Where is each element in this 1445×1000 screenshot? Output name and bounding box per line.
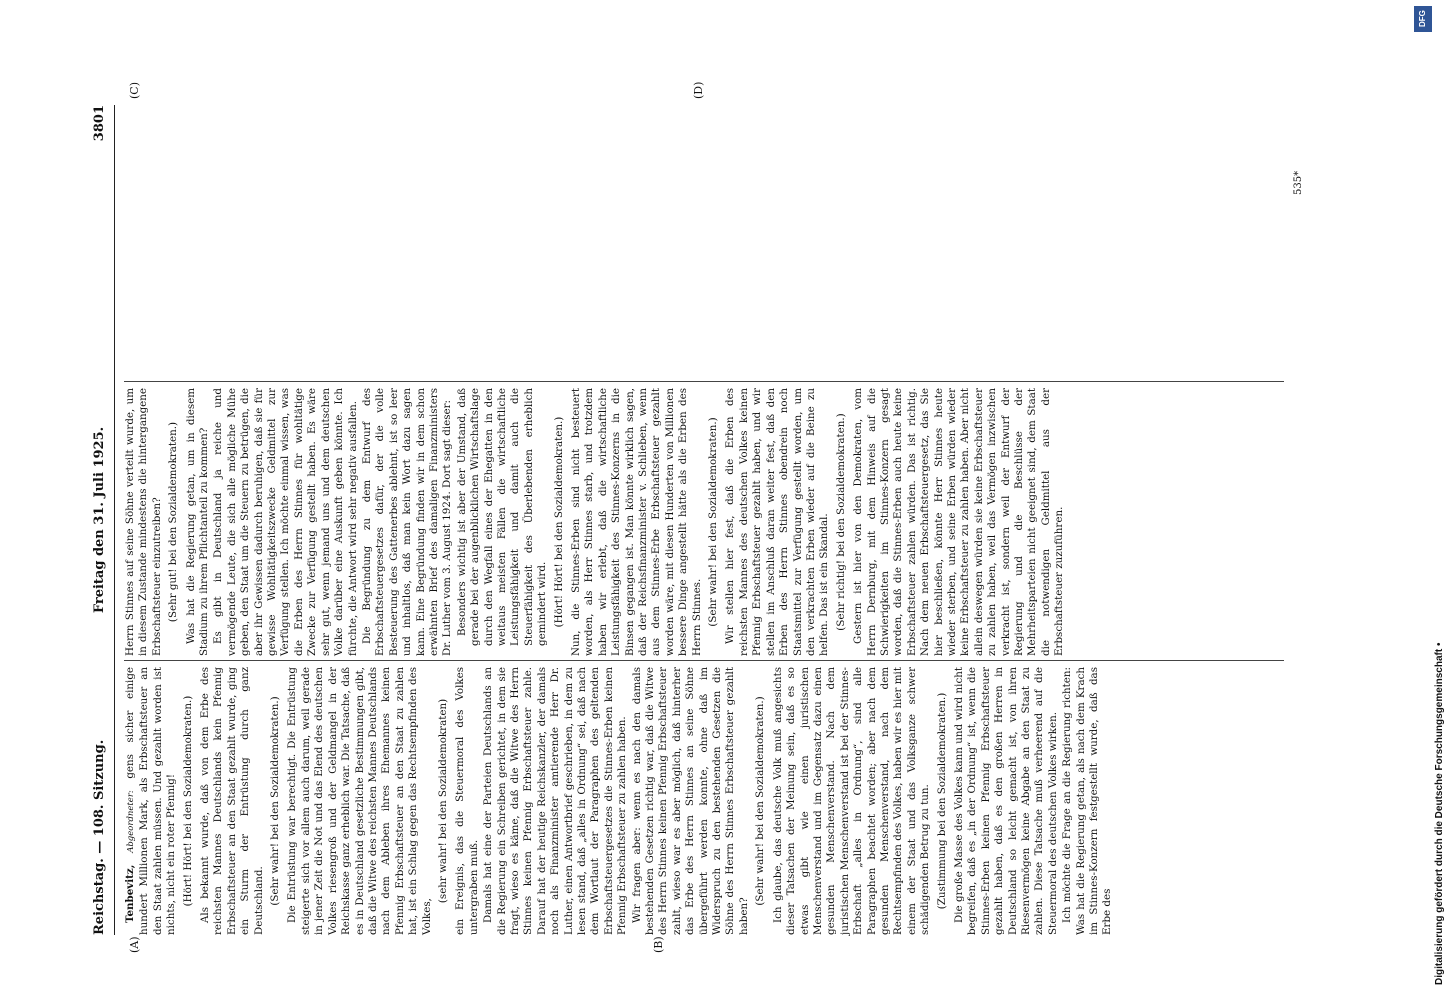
interjection (269, 667, 282, 935)
paragraph-text: (Sehr richtig! bei den Sozialdemokraten.) (834, 413, 847, 631)
interjection (835, 388, 848, 656)
paragraph-text: Die Begründung zu dem Entwurf des Erbschaftsteuergesetzes dafür, der die volle Besteuerung des Gattenerbes ablehnt, ist so leer und inhaltlos, daß man kein Wort dazu sagen kann. Eine Begründung finden wir in dem schon erwähnten Brief des damaligen Finanzministers Dr. Luther vom 3. August 1924. Dort sagt dieser: (360, 388, 454, 656)
interjection (553, 388, 566, 656)
paragraph (570, 388, 704, 656)
paragraph (1061, 667, 1115, 935)
rotated-page-content (92, 81, 1304, 953)
text-column-right (124, 109, 1294, 377)
paragraph (852, 388, 1067, 656)
paragraph-text: Wir stellen hier fest, daß die Erben des reichsten Mannes des deutschen Volkes keinen Pfennig Erbschaftsteuer gezahlt haben, und wir stellen im Anschluß daran weiter fest, daß den Erben des Herrn Stinnes obendrein noch Staatsmittel zur Verfügung gestellt worden, um den verkrachten Erben wieder auf die Beine zu helfen. Das ist ein Skandal. (724, 388, 831, 656)
paragraph (482, 667, 629, 935)
interjection (707, 388, 720, 656)
paragraph-text: Gestern ist hier von den Demokraten, vom Herrn Dernburg, mit dem Hinweis auf die Schwierigkeiten im Stinnes-Konzern gesagt worden, daß die Stinnes-Erben auch heute keine Erbschaftsteuer zahlen würden. Das ist richtig. Nach dem neuen Erbschaftsteuergesetz, das Sie hier beschließen, könnte Herr Stinnes heute wieder sterben, und seine Erben würden wieder keine Erbschaftsteuer zu zahlen haben. Aber nicht allein deswegen würden sie keine Erbschaftsteuer zu zahlen haben, weil das Vermögen inzwischen verkracht ist, sondern weil der Entwurf der Regierung und die Beschlüsse der Mehrheitsparteien nicht geeignet sind, dem Staat die notwendigen Geldmittel aus der Erbschaftsteuer zuzuführen. (852, 388, 1066, 656)
paragraph (185, 388, 212, 656)
paragraph-text: Damals hat eine der Parteien Deutschlands an die Regierung ein Schreiben gerichtet, in dem sie fragt, wieso es käme, daß die Witwe des Herrn Stinnes keinen Pfennig Erbschaftsteuer zahle. Darauf hat der heutige Reichskanzler, der damals noch als Finanzminister amtierende Herr Dr. Luther, einen Antwortbrief geschrieben, in dem zu lesen stand, daß „alles in Ordnung“ sei, daß nach dem Wortlaut der Paragraphen des geltenden Erbschaftsteuergesetzes die Stinnes-Erben keinen Pfennig Erbschaftsteuer zu zahlen haben. (482, 667, 629, 935)
paragraph-text: Als bekannt wurde, daß von dem Erbe des reichsten Mannes Deutschlands kein Pfennig Erbschaftsteuer an den Staat gezahlt wurde, ging ein Sturm der Entrüstung durch ganz Deutschland. (199, 667, 265, 935)
page-number: 3801 (92, 105, 107, 142)
paragraph-text: Es gibt in Deutschland ja reiche und vermögende Leute, die sich alle mögliche Mühe geben, den Staat um die Steuern zu betrügen, die aber ihr Gewissen dadurch beruhigen, daß sie für gewisse Wohltätigkeitszwecke Geldmittel zur Verfügung stellen. Ich möchte einmal wissen, was die Erben des Herrn Stinnes für wohltätige Zwecke zur Verfügung gestellt haben. Es wäre sehr gut, wenn jemand uns und dem deutschen Volke darüber eine Auskunft geben könnte. Ich fürchte, die Antwort wird sehr negativ ausfallen. (212, 388, 359, 656)
margin-marker-a: (A) (128, 936, 141, 953)
paragraph (124, 667, 179, 935)
paragraph-text: (Sehr wahr! bei den Sozialdemokraten.) (707, 417, 720, 627)
paragraph-text: (Hört! Hört! bei den Sozialdemokraten.) (552, 416, 565, 628)
column-divider (124, 381, 1284, 382)
interjection (754, 667, 767, 935)
paragraph-text: gens sicher einige hundert Millionen Mark, als Erbschaftsteuer an den Staat zahlen müssen. Und gezahlt worden ist nichts, nicht ein roter Pfennig! (124, 667, 178, 935)
paragraph-text: Herrn Stinnes auf seine Söhne verteilt wurde, um in diesem Zustande mindestens die hintergangene Erbschaftsteuer einzutreiben? (124, 388, 163, 656)
paragraph-text: (Sehr wahr! bei den Sozialdemokraten.) (754, 696, 767, 906)
paragraph-text: Die große Masse des Volkes kann und wird nicht begreifen, daß es „in der Ordnung“ ist, wenn die Stinnes-Erben keinen Pfennig Erbschaftsteuer gezahlt haben, daß es den großen Herren in Deutschland so leicht gemacht ist, von ihren Riesenvermögen keine Abgabe an den Staat zu zahlen. Diese Tatsache muß verheerend auf die Steuermoral des deutschen Volkes wirken. (952, 667, 1059, 935)
header-date: Freitag den 31. Juli 1925. (92, 426, 107, 614)
margin-marker-c: (C) (128, 82, 141, 99)
paragraph-text: Nun, die Stinnes-Erben sind nicht besteuert worden, als Herr Stinnes starb, und trotzdem haben wir erlebt, daß die wirtschaftliche Leistungsfähigkeit des Stinnes-Konzerns in die Binsen gegangen ist. Man könnte wirklich sagen, daß der Reichsfinanzminister v. Schlieben, wenn aus dem Stinnes-Erbe Erbschaftsteuer gezahlt worden wäre, mit diesen Hunderten von Millionen bessere Dinge angestellt hätte als die Erben des Herrn Stinnes. (570, 388, 703, 656)
text-column-left (124, 667, 1294, 935)
margin-marker-d: (D) (692, 81, 705, 99)
paragraph-text: Besonders wichtig ist aber der Umstand, daß gerade bei der augenblicklichen Wirtschaftslage durch den Wegfall eines der Ehegatten in den weitaus meisten Fällen die wirtschaftliche Leistungsfähigkeit und damit auch die Steuerfähigkeit des Überlebenden erheblich gemindert wird. (455, 388, 549, 646)
page-signature: 535* (1293, 170, 1304, 195)
paragraph (454, 667, 481, 935)
paragraph (361, 388, 455, 656)
interjection (936, 667, 949, 935)
paragraph-text: Ich möchte die Frage an die Regierung richten: Was hat die Regierung getan, als nach dem Krach im Stinnes-Konzern festgestellt wurde, daß das Erbe des (1061, 667, 1114, 935)
interjection (182, 667, 195, 935)
column-divider (124, 660, 1284, 661)
paragraph (631, 667, 752, 935)
paragraph-text: Wir fragen aber: wenn es nach den damals bestehenden Gesetzen richtig war, daß die Witwe des Herrn Stinnes keinen Pfennig Erbschaftsteuer zahlt, wieso war es aber möglich, daß hinterher das Erbe des Herrn Stinnes an seine Söhne übergeführt werden konnte, ohne daß im Widerspruch zu den bestehenden Gesetzen die Söhne des Herrn Stinnes Erbschaftsteuer gezahlt haben? (630, 667, 750, 935)
running-header (92, 105, 115, 935)
paragraph (199, 667, 266, 935)
speaker-name: Tenbevitz, (124, 852, 136, 923)
dfg-logo: DFG (1414, 6, 1432, 32)
paragraph-text: ein Ereignis, das die Steuermoral des Volkes untergraben muß. (454, 667, 480, 935)
paragraph-text: Ich glaube, das deutsche Volk muß angesichts dieser Tatsachen der Meinung sein, daß es so etwas gibt wie einen juristischen Menschenverstand und im Gegensatz dazu einen gesunden Menschenverstand. Nach dem juristischen Menschenverstand ist bei der Stinnes-Erbschaft „alles in Ordnung“, sind alle Paragraphen beachtet worden; aber nach dem gesunden Menschenverstand, nach dem Rechtsempfinden des Volkes, haben wir es hier mit einem der Staat und das Volksganze schwer schädigenden Betrug zu tun. (771, 667, 932, 935)
paragraph-text: (Zustimmung bei den Sozialdemokraten.) (935, 692, 948, 910)
interjection (437, 667, 450, 935)
paragraph-text: (Hört! Hört! bei den Sozialdemokraten.) (181, 695, 194, 907)
paragraph (124, 388, 164, 656)
interjection (167, 388, 180, 656)
paragraph-text: Die Entrüstung war berechtigt. Die Entrüstung steigerte sich vor allem auch darum, weil gerade in jener Zeit die Not und das Elend des deutschen Volkes riesengroß und der Geldmangel in der Reichskasse ganz erheblich war. Die Tatsache, daß es in Deutschland gesetzliche Bestimmungen gibt, daß die Witwe des reichsten Mannes Deutschlands nach dem Ableben ihres Ehemannes keinen Pfennig Erbschaftsteuer an den Staat zu zahlen hat, ist ein Schlag gegen das Rechtsempfinden des Volkes, (286, 667, 433, 935)
paragraph (953, 667, 1060, 935)
paragraph (286, 667, 433, 935)
paragraph-text: Was hat die Regierung getan, um in diesem Stadium zu ihrem Pflichtanteil zu kommen? (184, 388, 211, 656)
paragraph (724, 388, 831, 656)
speaker-role: Abgeordneter: (126, 790, 136, 853)
paragraph-text: (Sehr wahr! bei den Sozialdemokraten.) (269, 696, 282, 906)
text-column-middle (124, 388, 1294, 656)
quoted-passage (456, 388, 550, 646)
margin-marker-b: (B) (652, 936, 665, 953)
paragraph (212, 388, 359, 656)
paragraph-text: (Sehr gut! bei den Sozialdemokraten.) (167, 421, 180, 623)
paragraph (772, 667, 933, 935)
digitization-credit: Digitalisierung gefördert durch die Deutsche Forschungsgemeinschaft • (1434, 642, 1445, 985)
paragraph-text: (sehr wahr! bei den Sozialdemokraten) (436, 698, 449, 904)
header-left: Reichstag. — 108. Sitzung. (92, 739, 107, 935)
